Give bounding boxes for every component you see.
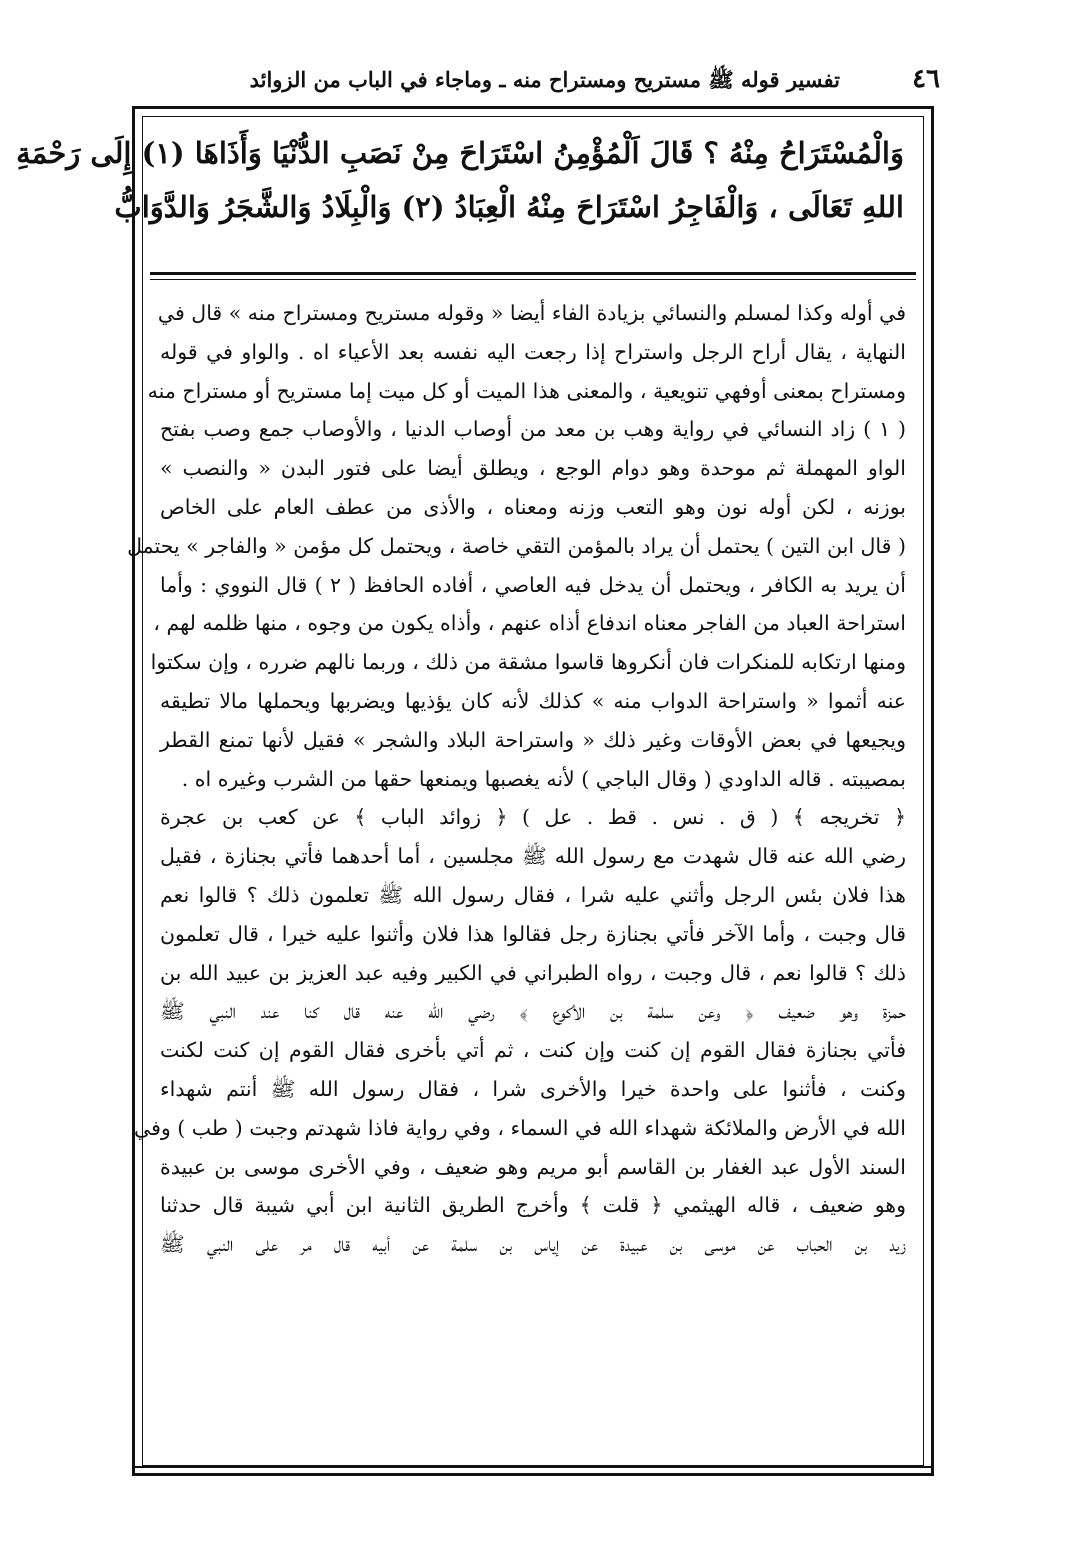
bottom-rule	[132, 1466, 934, 1468]
commentary-line: رضي الله عنه قال شهدت مع رسول الله ﷺ مجلسين ، أما أحدهما فأتي بجنازة ، فقيل	[160, 844, 906, 869]
commentary-line: زيد بن الحباب عن موسى بن عبيدة عن إياس بن سلمة عن أبيه قال مر على النبي ﷺ	[160, 1232, 906, 1257]
page-number: ٤٦	[912, 64, 940, 94]
hadith-text	[16, 126, 904, 234]
section-divider	[150, 272, 916, 275]
commentary-line: أن يريد به الكافر ، ويحتمل أن يدخل فيه العاصي ، أفاده الحافظ ( ٢ ) قال النووي : وأما	[160, 572, 906, 597]
commentary-line: ومنها ارتكابه للمنكرات فان أنكروها قاسوا مشقة من ذلك ، وربما نالهم ضرره ، وإن سكتوا	[150, 650, 906, 675]
commentary-line: وكنت ، فأثنوا على واحدة خيرا والأخرى شرا ، فقال رسول الله ﷺ أنتم شهداء	[160, 1076, 906, 1101]
commentary-line: بمصيبته . قاله الداودي ( وقال الباجي ) لأنه يغصبها ويمنعها حقها من الشرب وغيره اه .	[181, 766, 906, 791]
commentary-line: الله في الأرض والملائكة شهداء الله في السماء ، وفي رواية فاذا شهدتم وجبت ( طب ) وفي	[133, 1115, 906, 1140]
commentary-line: وهو ضعيف ، قاله الهيثمي ﴿ قلت ﴾ وأخرج الطريق الثانية ابن أبي شيبة قال حدثنا	[160, 1193, 906, 1218]
hadith-line: وَالْمُسْتَرَاحُ مِنْهُ ؟ قَالَ اَلْمُؤْمِنُ اسْتَرَاحَ مِنْ نَصَبِ الدُّنْيَا وَأَذَاهَا (١) إِلَى رَحْمَةِ	[16, 136, 904, 170]
commentary-line: ( ١ ) زاد النسائي في رواية وهب بن معد من أوصاب الدنيا ، والأوصاب جمع وصب بفتح	[160, 417, 907, 442]
commentary-line: حمزة وهو ضعيف ﴿ وعن سلمة بن الأكوع ﴾ رضي الله عنه قال كنا عند النبي ﷺ	[160, 999, 906, 1024]
commentary-line: عنه أثموا « واستراحة الدواب منه » كذلك لأنه كان يؤذيها ويضربها ويحملها مالا تطيقه	[160, 688, 906, 713]
commentary-line: السند الأول عبد الغفار بن القاسم أبو مريم وهو ضعيف ، وفي الأخرى موسى بن عبيدة	[160, 1154, 906, 1179]
commentary-line: ويجيعها في بعض الأوقات وغير ذلك « واستراحة البلاد والشجر » فقيل لأنها تمنع القطر	[160, 727, 906, 752]
commentary-line: ( قال ابن التين ) يحتمل أن يراد بالمؤمن التقي خاصة ، ويحتمل كل مؤمن « والفاجر » يحتمل	[127, 533, 906, 558]
commentary-line: هذا فلان بئس الرجل وأثني عليه شرا ، فقال رسول الله ﷺ تعلمون ذلك ؟ قالوا نعم	[160, 882, 906, 907]
commentary-line: ومستراح بمعنى أوفهي تنويعية ، والمعنى هذا الميت أو كل ميت إما مستريح أو مستراح منه	[147, 378, 906, 403]
hadith-line: اللهِ تَعَالَى ، وَالْفَاجِرُ اسْتَرَاحَ مِنْهُ الْعِبَادُ (٢) وَالْبِلَادُ وَالشَّجَرُ وَالدَّوَابُّ	[114, 190, 904, 224]
commentary-line: الواو المهملة ثم موحدة وهو دوام الوجع ، ويطلق أيضا على فتور البدن « والنصب »	[160, 456, 906, 481]
commentary-line: استراحة العباد من الفاجر معناه اندفاع أذاه عنهم ، وأذاه يكون من وجوه ، منها ظلمه لهم ،	[153, 611, 906, 636]
running-title: تفسير قوله ﷺ مستريح ومستراح منه ـ وماجاء في الباب من الزوائد	[249, 66, 840, 92]
commentary-text	[127, 294, 907, 1264]
section-divider-thin	[150, 279, 916, 280]
commentary-line: النهاية ، يقال أراح الرجل واستراح إذا رجعت اليه نفسه بعد الأعياء اه . والواو في قوله	[160, 339, 906, 364]
commentary-line: ﴿ تخريجه ﴾ ( ق . نس . قط . عل ) ﴿ زوائد الباب ﴾ عن كعب بن عجرة	[160, 805, 906, 830]
commentary-line: فأتي بجنازة فقال القوم إن كنت وإن كنت ، ثم أتي بأخرى فقال القوم إن كنت لكنت	[160, 1038, 906, 1063]
commentary-line: قال وجبت ، وأما الآخر فأتي بجنازة رجل فقالوا هذا فلان وأثنوا عليه خيرا ، قال تعلمون	[160, 921, 906, 946]
commentary-line: ذلك ؟ قالوا نعم ، قال وجبت ، رواه الطبراني في الكبير وفيه عبد العزيز بن عبيد الله بن	[160, 960, 906, 985]
commentary-line: بوزنه ، لكن أوله نون وهو التعب وزنه ومعناه ، والأذى من عطف العام على الخاص	[160, 494, 906, 519]
commentary-line: في أوله وكذا لمسلم والنسائي بزيادة الفاء أيضا « وقوله مستريح ومستراح منه » قال في	[157, 301, 906, 325]
page-header	[200, 62, 940, 102]
